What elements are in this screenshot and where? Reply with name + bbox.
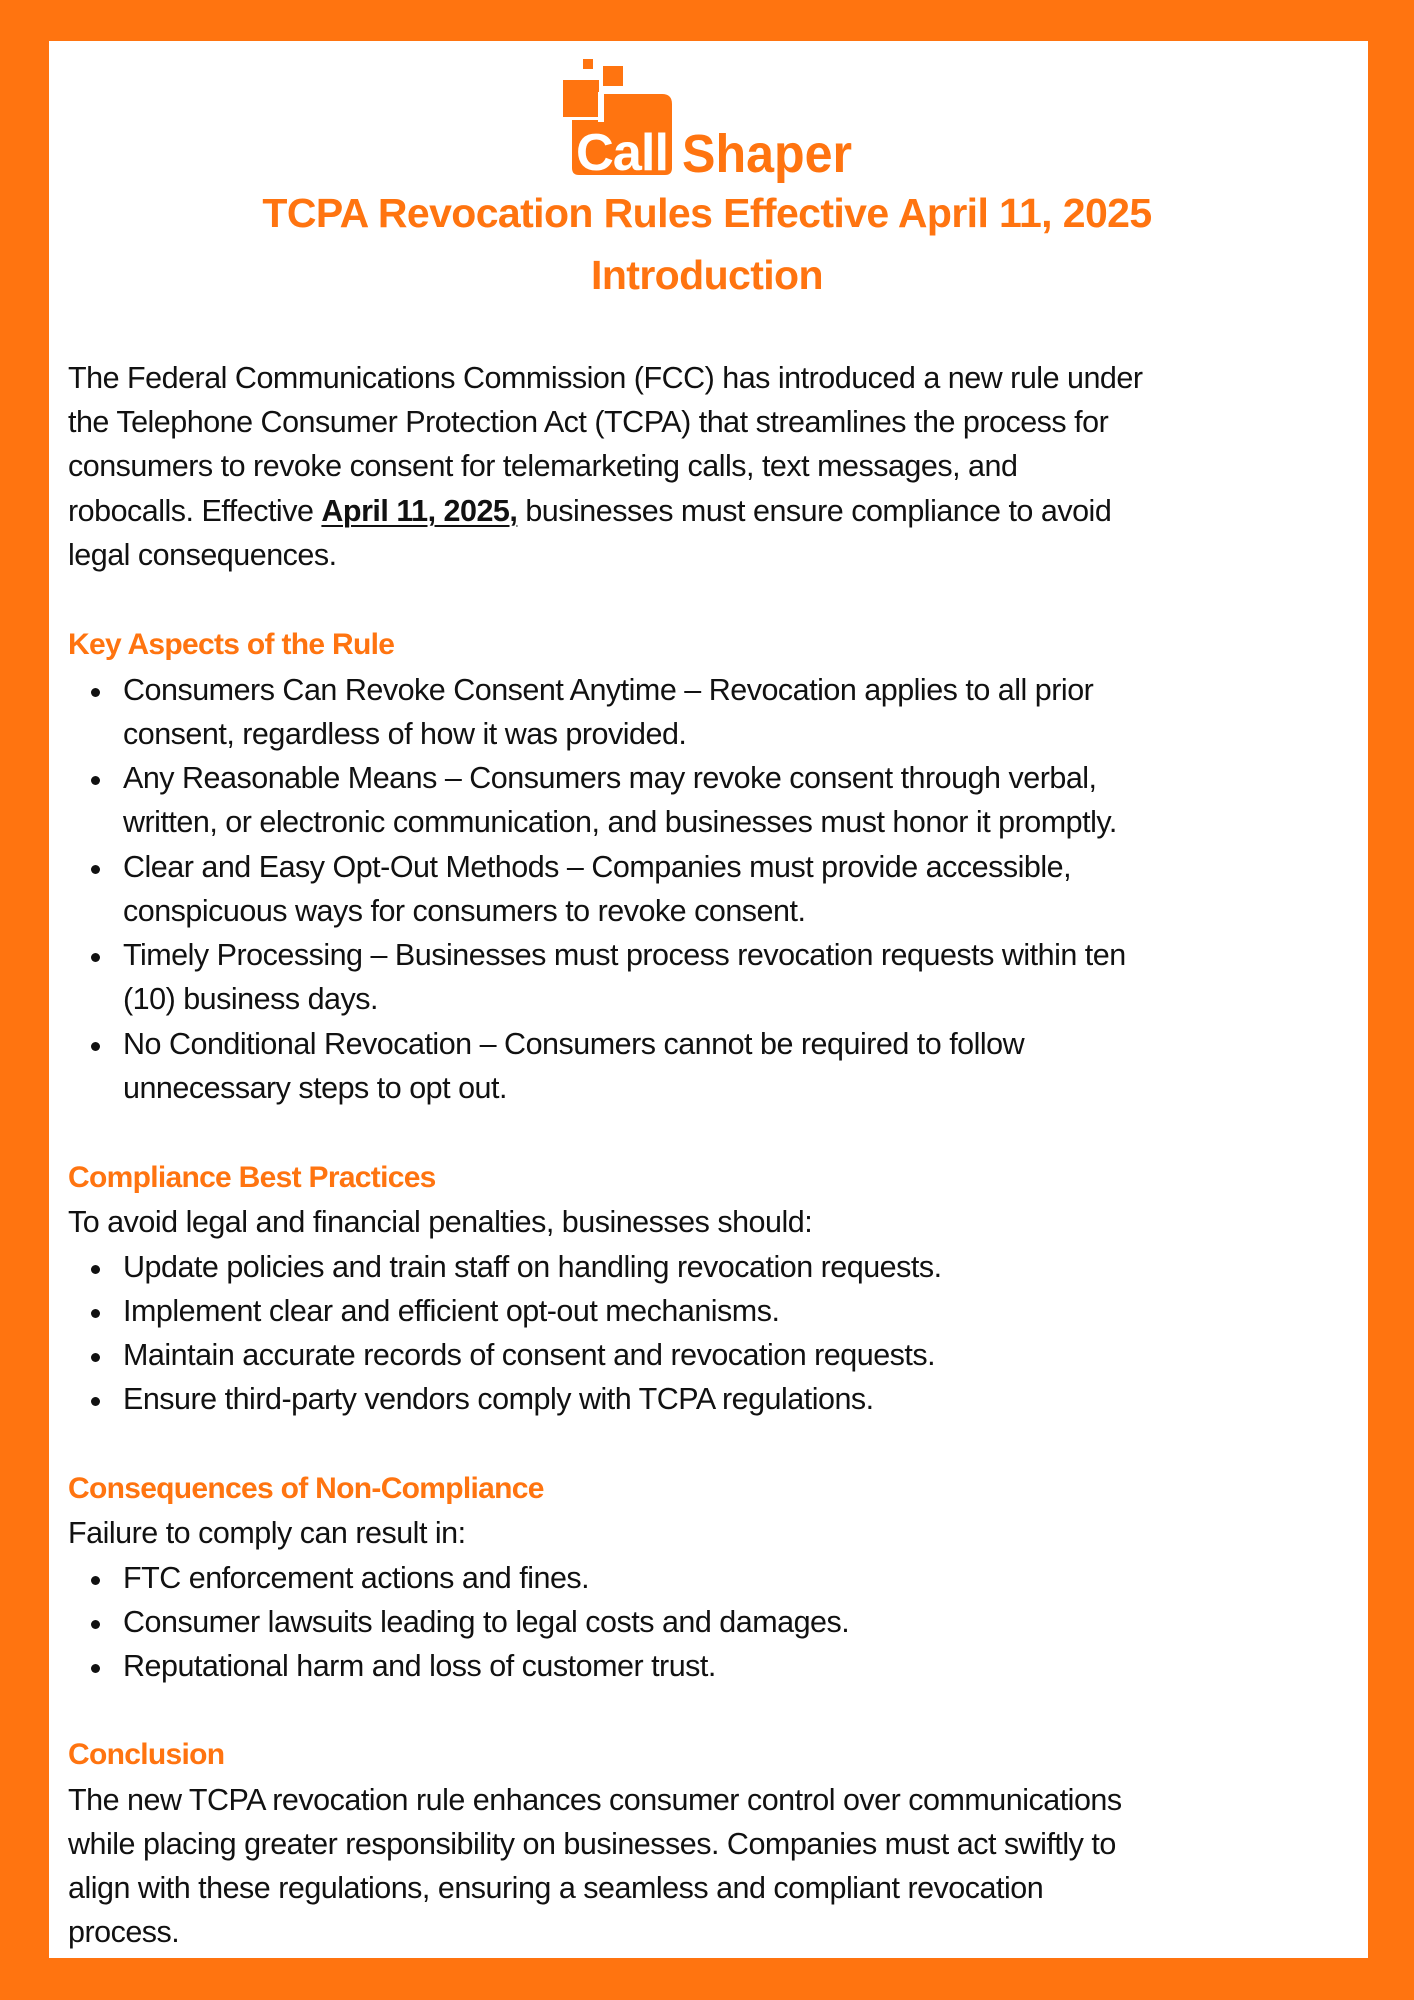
section-intro: Failure to comply can result in:: [68, 1516, 466, 1550]
list-item: Clear and Easy Opt-Out Methods – Companies must provide accessible,: [123, 850, 1072, 884]
list-item: No Conditional Revocation – Consumers cannot be required to follow: [123, 1027, 1025, 1061]
section-heading: Conclusion: [68, 1738, 225, 1771]
page-title: TCPA Revocation Rules Effective April 11, 2025: [262, 190, 1152, 236]
bullet-icon: [91, 1397, 100, 1406]
list-item-continued: unnecessary steps to opt out.: [123, 1071, 507, 1105]
intro-line: the Telephone Consumer Protection Act (TCPA) that streamlines the process for: [68, 405, 1109, 439]
intro-line: [68, 489, 1111, 533]
logo-square-medium: [603, 66, 623, 86]
intro-line: legal consequences.: [68, 538, 337, 572]
intro-text: businesses must ensure compliance to avoid: [517, 494, 1112, 528]
list-item-continued: (10) business days.: [123, 982, 378, 1016]
bullet-icon: [91, 953, 100, 962]
list-item-continued: written, or electronic communication, and businesses must honor it promptly.: [123, 805, 1117, 839]
bullet-icon: [91, 776, 100, 785]
logo-square-large: [563, 80, 599, 117]
section-heading: Compliance Best Practices: [68, 1161, 436, 1194]
section-heading: Consequences of Non-Compliance: [68, 1472, 544, 1505]
bullet-icon: [91, 1042, 100, 1051]
effective-date: April 11, 2025,: [321, 494, 518, 528]
list-item: FTC enforcement actions and fines.: [123, 1561, 590, 1595]
intro-line: The Federal Communications Commission (FCC) has introduced a new rule under: [68, 361, 1143, 395]
bullet-icon: [91, 1620, 100, 1629]
conclusion-line: The new TCPA revocation rule enhances consumer control over communications: [68, 1783, 1122, 1817]
logo-shaper-text: Shaper: [682, 124, 852, 184]
callshaper-logo: [555, 55, 865, 185]
section-intro: To avoid legal and financial penalties, businesses should:: [68, 1205, 813, 1239]
list-item: Reputational harm and loss of customer trust.: [123, 1649, 716, 1683]
intro-text: robocalls. Effective: [68, 494, 322, 528]
logo-square-small: [583, 59, 593, 69]
bullet-icon: [91, 1576, 100, 1585]
bullet-icon: [91, 1664, 100, 1673]
list-item: Ensure third-party vendors comply with TCPA regulations.: [123, 1382, 874, 1416]
list-item: Update policies and train staff on handling revocation requests.: [123, 1250, 942, 1284]
conclusion-line: process.: [68, 1915, 180, 1949]
page-subtitle-introduction: Introduction: [591, 252, 823, 298]
list-item-continued: consent, regardless of how it was provided.: [123, 717, 687, 751]
intro-line: consumers to revoke consent for telemarketing calls, text messages, and: [68, 449, 1018, 483]
list-item: Implement clear and efficient opt-out mechanisms.: [123, 1294, 780, 1328]
list-item: Consumers Can Revoke Consent Anytime – Revocation applies to all prior: [123, 673, 1094, 707]
list-item: Any Reasonable Means – Consumers may revoke consent through verbal,: [123, 761, 1097, 795]
bullet-icon: [91, 865, 100, 874]
list-item: Consumer lawsuits leading to legal costs and damages.: [123, 1605, 850, 1639]
bullet-icon: [91, 1265, 100, 1274]
bullet-icon: [91, 1353, 100, 1362]
conclusion-line: while placing greater responsibility on businesses. Companies must act swiftly to: [68, 1827, 1116, 1861]
list-item-continued: conspicuous ways for consumers to revoke consent.: [123, 894, 806, 928]
bullet-icon: [91, 688, 100, 697]
list-item: Maintain accurate records of consent and revocation requests.: [123, 1338, 936, 1372]
bullet-icon: [91, 1309, 100, 1318]
conclusion-line: align with these regulations, ensuring a seamless and compliant revocation: [68, 1871, 1044, 1905]
logo-call-text: Call: [576, 124, 668, 182]
list-item: Timely Processing – Businesses must process revocation requests within ten: [123, 938, 1126, 972]
section-heading: Key Aspects of the Rule: [68, 628, 395, 661]
